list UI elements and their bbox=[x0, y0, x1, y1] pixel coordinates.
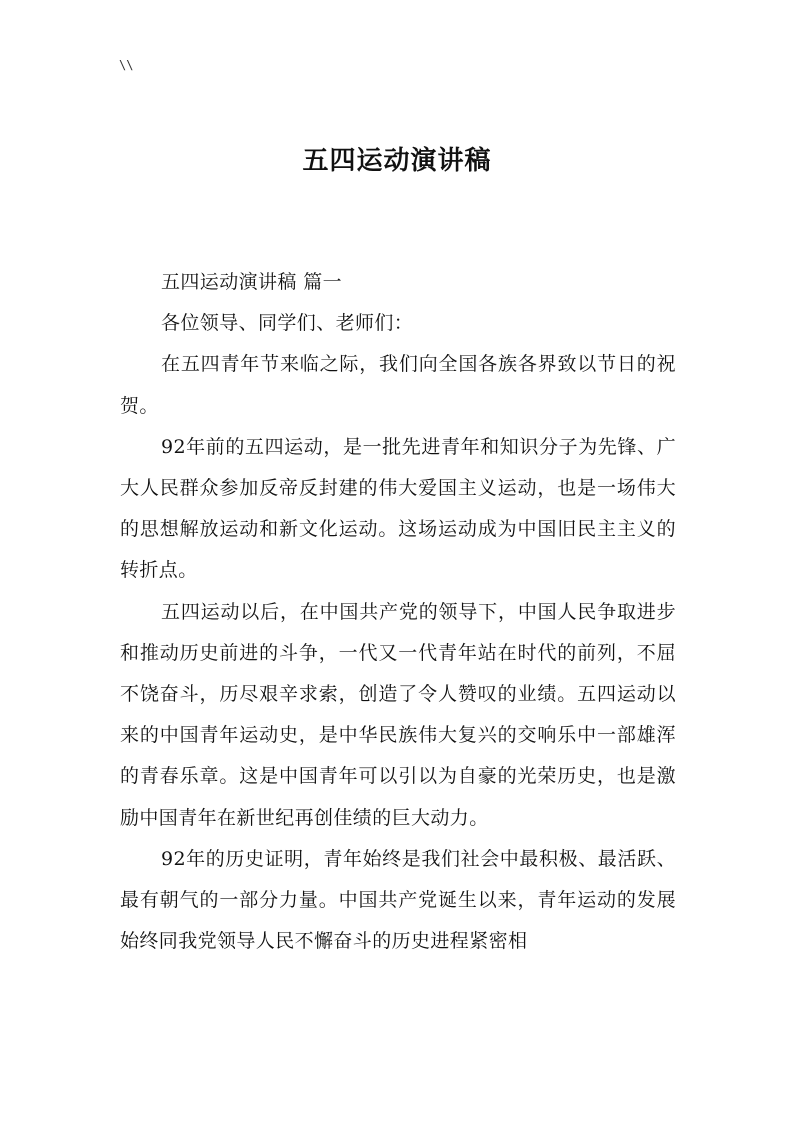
body-paragraph: 在五四青年节来临之际，我们向全国各族各界致以节日的祝贺。 bbox=[120, 353, 676, 417]
section-subheading: 五四运动演讲稿 篇一 bbox=[161, 271, 343, 293]
document-title: 五四运动演讲稿 bbox=[302, 146, 492, 176]
corner-mark: \\ bbox=[119, 58, 134, 72]
body-paragraph: 92年前的五四运动，是一批先进青年和知识分子为先锋、广大人民群众参加反帝反封建的伟大爱国主义运动，也是一场伟大的思想解放运动和新文化运动。这场运动成为中国旧民主主义的转折点。 bbox=[120, 435, 676, 582]
body-paragraph: 五四运动以后，在中国共产党的领导下，中国人民争取进步和推动历史前进的斗争，一代又一代青年站在时代的前列，不屈不饶奋斗，历尽艰辛求索，创造了令人赞叹的业绩。五四运动以来的中国青年运动史，是中华民族伟大复兴的交响乐中一部雄浑的青春乐章。这是中国青年可以引以为自豪的光荣历史，也是激励中国青年在新世纪再创佳绩的巨大动力。 bbox=[120, 600, 676, 829]
document-body bbox=[120, 262, 676, 962]
salutation: 各位领导、同学们、老师们： bbox=[161, 312, 414, 335]
body-paragraph: 92年的历史证明，青年始终是我们社会中最积极、最活跃、最有朝气的一部分力量。中国共产党诞生以来，青年运动的发展始终同我党领导人民不懈奋斗的历史进程紧密相 bbox=[120, 847, 676, 953]
